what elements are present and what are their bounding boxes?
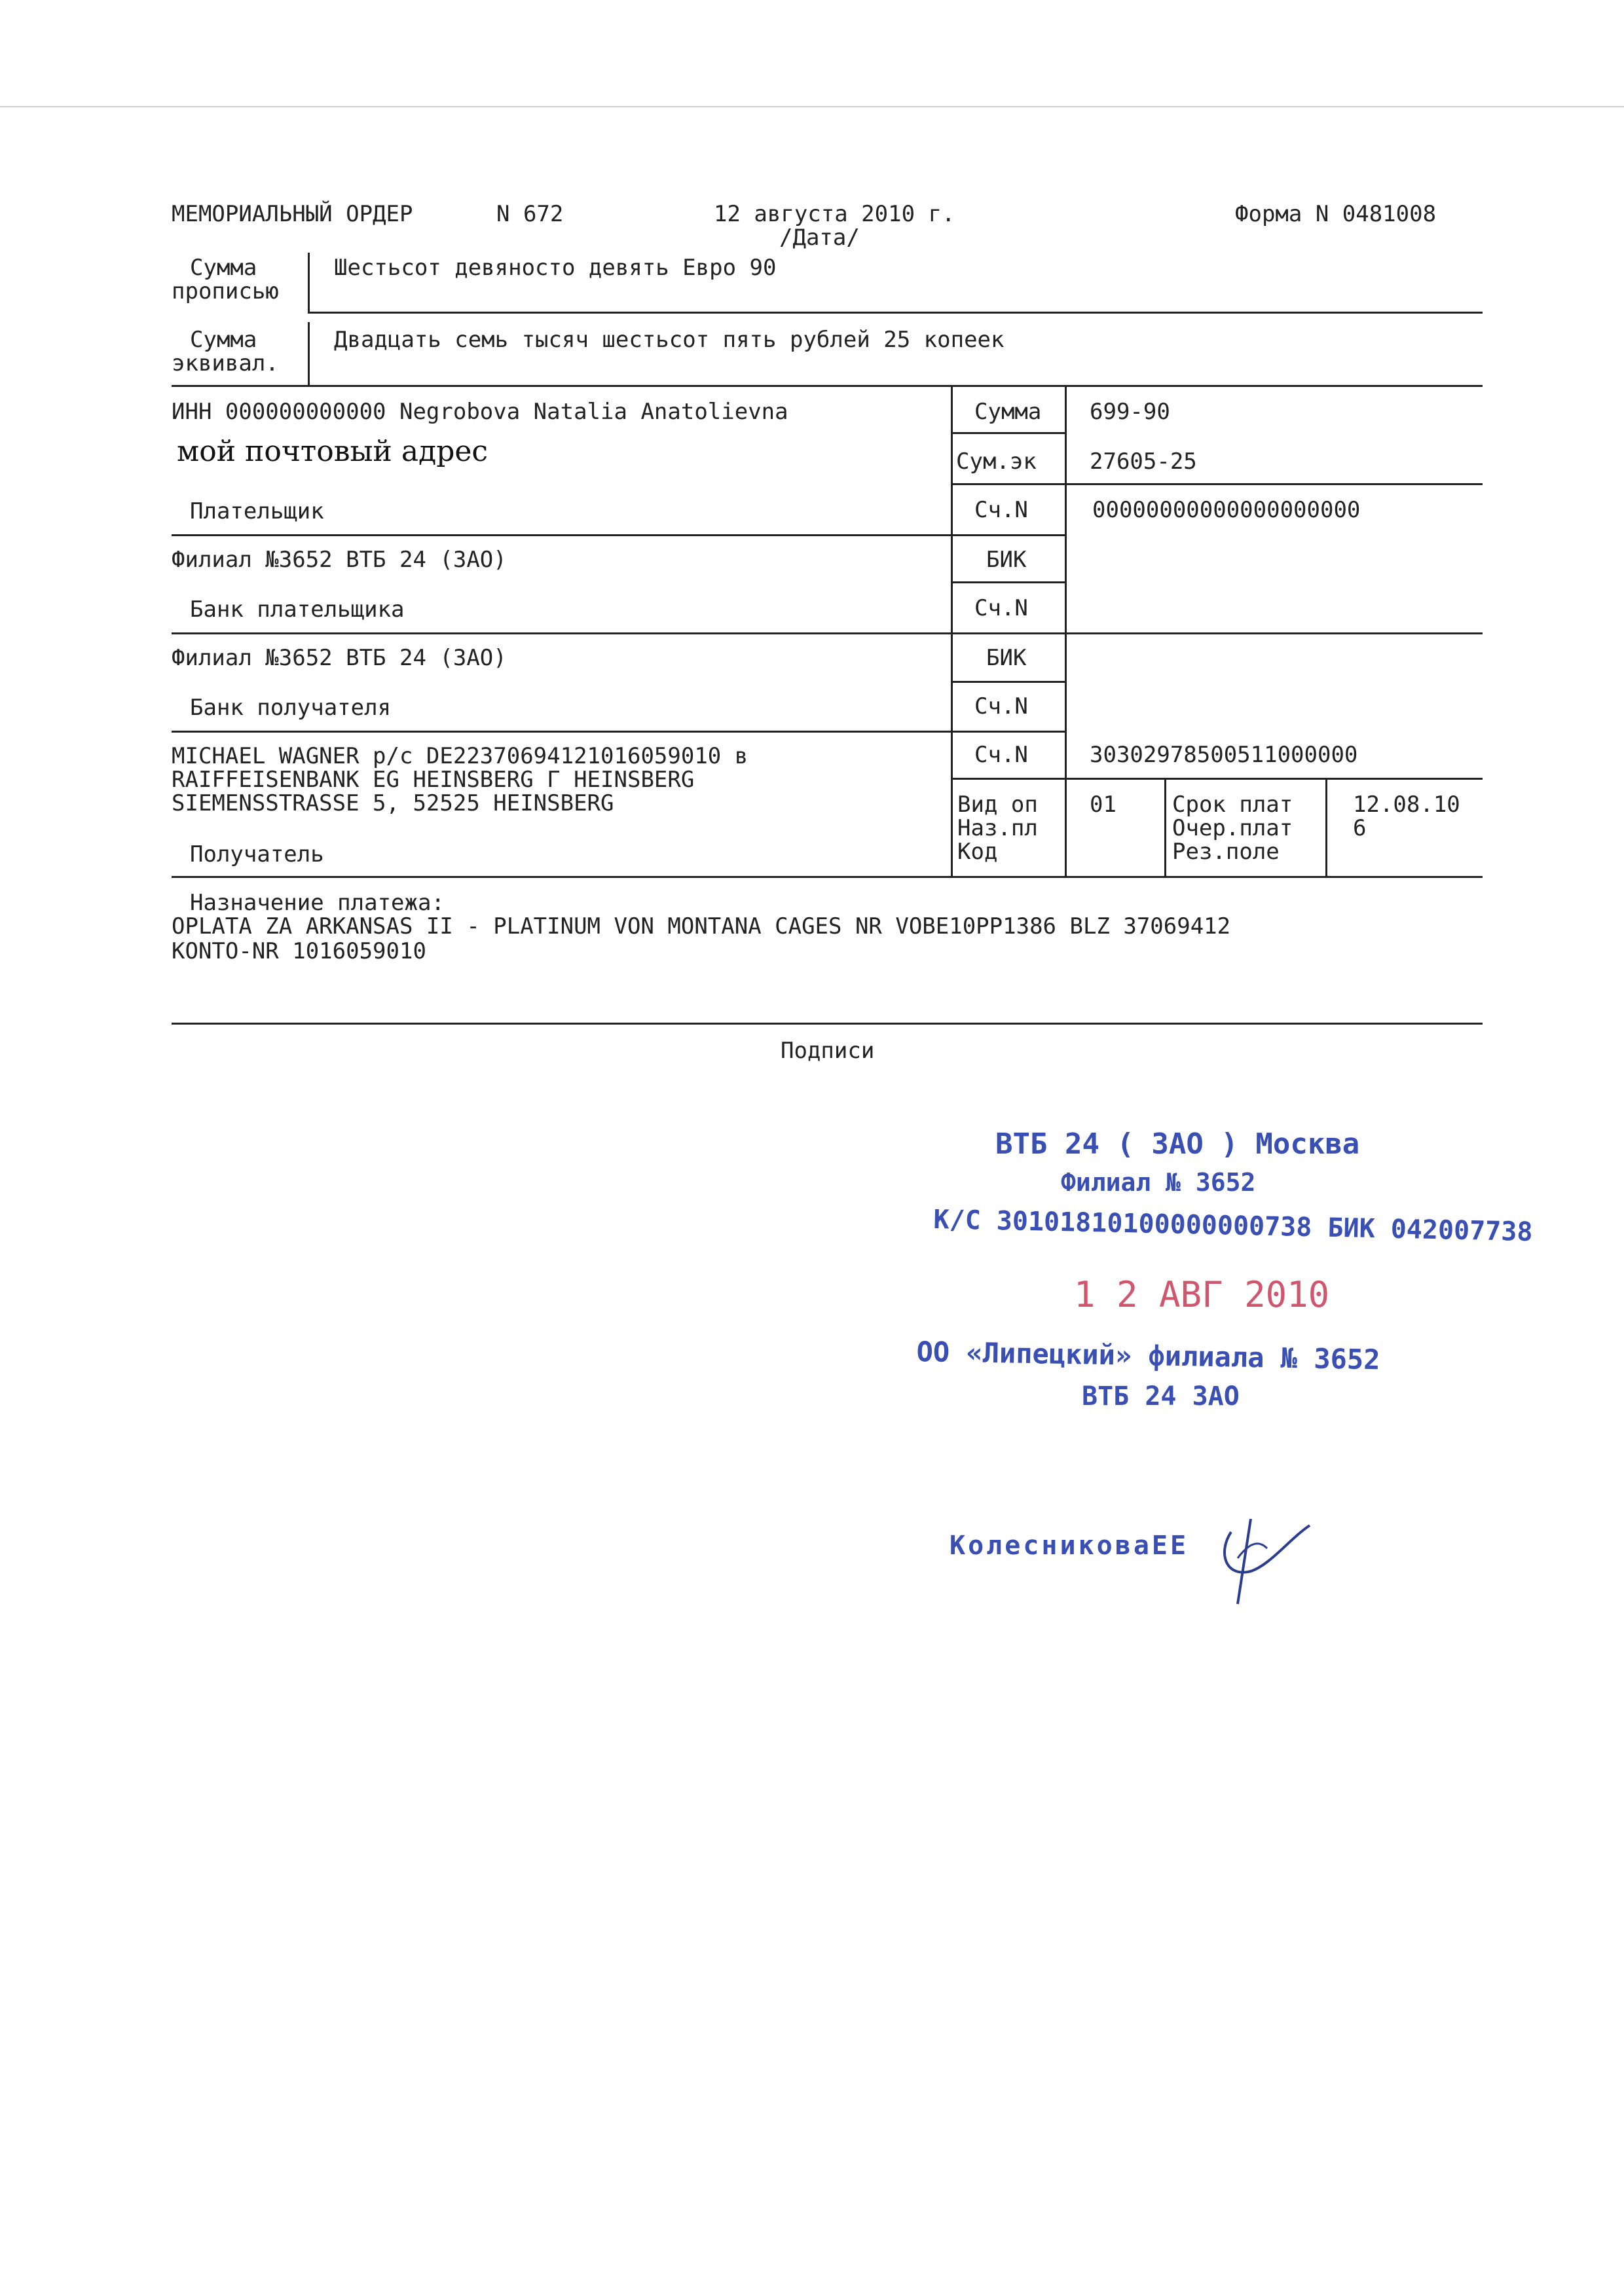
date-caption: /Дата/ — [779, 225, 860, 251]
srok-divider-right — [1325, 778, 1327, 877]
recipient-bank-bik-underline — [951, 681, 1065, 683]
sum-ek-underline — [951, 483, 1483, 485]
recipient-line-2: RAIFFEISENBANK EG HEINSBERG Г HEINSBERG — [172, 767, 695, 793]
purpose-line-1: OPLATA ZA ARKANSAS II - PLATINUM VON MONTANA CAGES NR VOBE10PP1386 BLZ 37069412 — [172, 913, 1231, 939]
stamp-branch-line-1: ОО «Липецкий» филиала № 3652 — [916, 1336, 1380, 1376]
purpose-line-2: KONTO-NR 1016059010 — [172, 938, 426, 964]
payer-bank-bik-label: БИК — [986, 547, 1027, 573]
vid-op-label: Вид оп — [957, 792, 1038, 818]
stamp-bank-line-3: К/С 30101810100000000738 БИК 042007738 — [933, 1205, 1533, 1248]
document-title: МЕМОРИАЛЬНЫЙ ОРДЕР — [172, 201, 413, 227]
recipient-bank-bik-label: БИК — [986, 645, 1027, 671]
recipient-line-3: SIEMENSSTRASSE 5, 52525 HEINSBERG — [172, 790, 614, 816]
recipient-account-value: 30302978500511000000 — [1090, 742, 1358, 768]
amount-words-divider — [308, 253, 310, 313]
grid-divider-right — [1065, 385, 1067, 877]
payer-inn-name: ИНН 000000000000 Negrobova Natalia Anatolievna — [172, 399, 788, 425]
recipient-line-1: MICHAEL WAGNER р/с DE22370694121016059010 в — [172, 743, 748, 769]
payer-bank-account-label: Сч.N — [974, 595, 1028, 621]
amount-equiv-label-1: Сумма — [190, 327, 257, 353]
srok-divider-left — [1164, 778, 1166, 877]
payer-underline — [172, 534, 1065, 536]
stamp-bank-line-1: ВТБ 24 ( ЗАО ) Москва — [995, 1127, 1360, 1161]
recipient-bank-name: Филиал №3652 ВТБ 24 (ЗАО) — [172, 645, 507, 671]
payer-bank-underline — [172, 632, 1483, 634]
order-date: 12 августа 2010 г. — [714, 201, 955, 227]
payer-account-value: 00000000000000000000 — [1092, 497, 1361, 523]
summa-label: Сумма — [974, 399, 1042, 425]
amount-equiv-label-2: эквивал. — [172, 350, 279, 376]
naz-pl-label: Наз.пл — [957, 815, 1038, 841]
srok-label: Срок плат — [1172, 792, 1293, 818]
sum-ek-label: Сум.эк — [956, 448, 1037, 475]
handwritten-signature — [1211, 1499, 1316, 1617]
amount-words-label-2: прописью — [172, 278, 279, 304]
ocher-value: 6 — [1353, 815, 1367, 841]
recipient-account-label: Сч.N — [974, 742, 1028, 768]
ocher-label: Очер.плат — [1172, 815, 1293, 841]
amount-words-value: Шестьсот девяносто девять Евро 90 — [334, 255, 777, 281]
vid-op-value: 01 — [1090, 792, 1116, 818]
stamp-branch-line-2: ВТБ 24 ЗАО — [1082, 1381, 1240, 1412]
payer-bank-bik-underline — [951, 581, 1065, 583]
payer-bank-name: Филиал №3652 ВТБ 24 (ЗАО) — [172, 547, 507, 573]
signatures-label: Подписи — [781, 1038, 875, 1064]
payer-account-label: Сч.N — [974, 497, 1028, 523]
rez-label: Рез.поле — [1172, 839, 1280, 865]
payer-bank-label: Банк плательщика — [190, 596, 405, 623]
order-number: N 672 — [496, 201, 564, 227]
payer-label: Плательщик — [190, 498, 324, 524]
amount-equiv-divider — [308, 322, 310, 386]
summa-underline — [951, 432, 1065, 434]
form-number: Форма N 0481008 — [1235, 201, 1437, 227]
recipient-bank-label: Банк получателя — [190, 695, 392, 721]
stamp-date: 1 2 АВГ 2010 — [1074, 1274, 1330, 1315]
purpose-label: Назначение платежа: — [190, 890, 445, 916]
amount-words-label-1: Сумма — [190, 255, 257, 281]
signer-name-stamp: КолесниковаЕЕ — [950, 1531, 1189, 1561]
purpose-underline — [172, 1023, 1483, 1025]
payer-address: мой почтовый адрес — [177, 435, 489, 468]
amount-words-underline — [308, 312, 1483, 314]
stamp-bank-line-2: Филиал № 3652 — [1061, 1168, 1256, 1197]
recipient-account-underline — [951, 778, 1483, 780]
recipient-underline — [172, 876, 1483, 878]
srok-value: 12.08.10 — [1353, 792, 1460, 818]
amount-equiv-value: Двадцать семь тысяч шестьсот пять рублей 25 копеек — [334, 327, 1005, 353]
summa-value: 699-90 — [1090, 399, 1170, 425]
amount-equiv-underline — [172, 385, 1483, 387]
recipient-bank-underline — [172, 731, 1065, 733]
recipient-bank-account-label: Сч.N — [974, 693, 1028, 720]
sum-ek-value: 27605-25 — [1090, 448, 1197, 475]
scan-edge-line — [0, 106, 1624, 107]
grid-divider-left — [951, 385, 953, 877]
recipient-label: Получатель — [190, 841, 324, 867]
kod-label: Код — [957, 839, 998, 865]
